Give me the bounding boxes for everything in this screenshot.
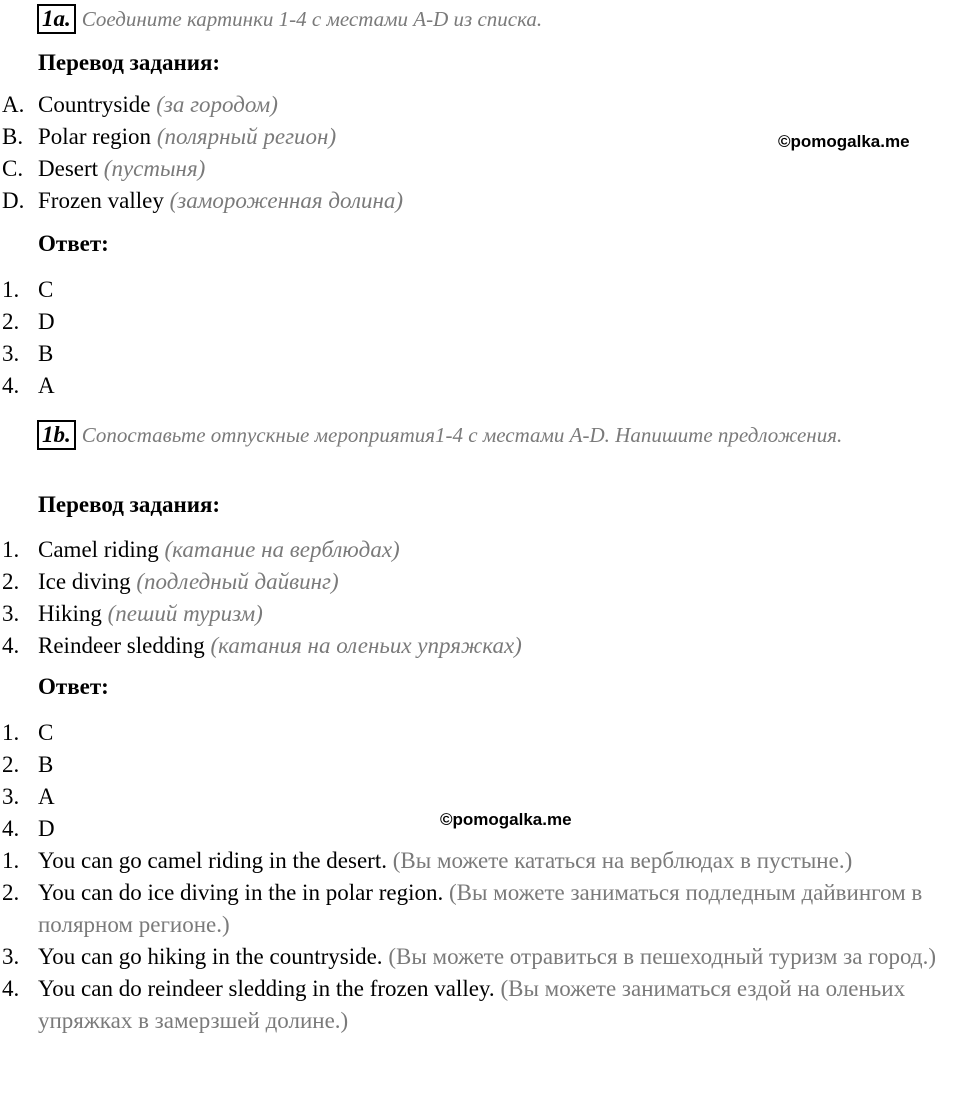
list-marker: B. xyxy=(2,124,24,149)
list-item xyxy=(0,153,403,185)
item-translation: (подледный дайвинг) xyxy=(136,569,339,594)
list-item xyxy=(0,89,403,121)
answer-text: C xyxy=(38,720,54,745)
list-marker: 4. xyxy=(2,633,20,658)
list-item xyxy=(0,185,403,217)
list-item xyxy=(0,274,55,306)
item-text: Frozen valley xyxy=(38,188,164,213)
list-marker: 2. xyxy=(2,880,20,905)
sentence-translation: (Вы можете заниматься ездой на оленьих упряжках в замерзшей долине.) xyxy=(38,976,906,1033)
task-number-badge: 1b. xyxy=(37,420,76,450)
list-marker: 3. xyxy=(2,601,20,626)
sentence-translation: (Вы можете отравиться в пешеходный туризм за город.) xyxy=(388,944,936,969)
item-translation: (замороженная долина) xyxy=(169,188,404,213)
sentences-list xyxy=(0,845,960,1037)
item-text: Countryside xyxy=(38,92,151,117)
task-instruction: Сопоставьте отпускные мероприятия1-4 с местами A-D. Напишите предложения. xyxy=(81,423,843,447)
watermark: ©pomogalka.me xyxy=(440,810,572,829)
list-marker: 1. xyxy=(2,848,20,873)
item-text: Camel riding xyxy=(38,537,159,562)
list-item xyxy=(0,813,55,845)
list-item xyxy=(0,749,55,781)
item-translation: (полярный регион) xyxy=(156,124,337,149)
task-number-badge: 1a. xyxy=(37,4,76,34)
list-item xyxy=(0,845,960,877)
list-marker: 3. xyxy=(2,944,20,969)
list-item xyxy=(0,630,522,662)
list-marker: 4. xyxy=(2,976,20,1001)
list-item xyxy=(0,534,522,566)
sentence-text: You can go camel riding in the desert. xyxy=(38,848,387,873)
watermark: ©pomogalka.me xyxy=(778,132,910,151)
item-text: Hiking xyxy=(38,601,102,626)
item-translation: (за городом) xyxy=(156,92,278,117)
answers-list xyxy=(0,717,55,845)
translation-heading: Перевод задания: xyxy=(38,492,221,517)
item-text: Ice diving xyxy=(38,569,131,594)
item-translation: (катание на верблюдах) xyxy=(164,537,400,562)
sentence-translation: (Вы можете кататься на верблюдах в пустыне.) xyxy=(392,848,853,873)
list-item xyxy=(0,717,55,749)
task-1b-header xyxy=(37,420,852,450)
list-item xyxy=(0,973,960,1037)
answer-text: A xyxy=(38,784,55,809)
list-marker: 3. xyxy=(2,784,20,809)
list-item xyxy=(0,121,403,153)
list-marker: 2. xyxy=(2,309,20,334)
list-item xyxy=(0,338,55,370)
item-text: Polar region xyxy=(38,124,152,149)
list-marker: 1. xyxy=(2,720,20,745)
answer-text: D xyxy=(38,816,55,841)
answer-text: D xyxy=(38,309,55,334)
item-translation: (пеший туризм) xyxy=(107,601,263,626)
list-marker: 2. xyxy=(2,752,20,777)
answer-text: A xyxy=(38,373,55,398)
sentence-text: You can do ice diving in the in polar region. xyxy=(38,880,444,905)
answers-list xyxy=(0,274,55,402)
item-text: Desert xyxy=(38,156,99,181)
list-item xyxy=(0,598,522,630)
list-marker: 3. xyxy=(2,341,20,366)
list-marker: C. xyxy=(2,156,24,181)
sentence-text: You can go hiking in the countryside. xyxy=(38,944,383,969)
sentence-text: You can do reindeer sledding in the frozen valley. xyxy=(38,976,495,1001)
list-item xyxy=(0,306,55,338)
places-list xyxy=(0,89,403,217)
list-marker: 4. xyxy=(2,373,20,398)
answer-heading: Ответ: xyxy=(38,674,109,699)
answer-text: B xyxy=(38,752,54,777)
list-item xyxy=(0,877,960,941)
list-marker: D. xyxy=(2,188,25,213)
list-item xyxy=(0,370,55,402)
item-translation: (пустыня) xyxy=(103,156,206,181)
translation-heading: Перевод задания: xyxy=(38,50,221,75)
item-text: Reindeer sledding xyxy=(38,633,205,658)
list-item xyxy=(0,781,55,813)
answer-text: B xyxy=(38,341,54,366)
list-marker: 1. xyxy=(2,537,20,562)
list-marker: 1. xyxy=(2,277,20,302)
task-instruction: Соедините картинки 1-4 с местами A-D из списка. xyxy=(81,7,543,31)
item-translation: (катания на оленьих упряжках) xyxy=(210,633,522,658)
list-item xyxy=(0,566,522,598)
list-marker: 4. xyxy=(2,816,20,841)
list-item xyxy=(0,941,960,973)
answer-text: C xyxy=(38,277,54,302)
sentence-translation: (Вы можете заниматься подледным дайвингом в полярном регионе.) xyxy=(38,880,923,937)
activities-list xyxy=(0,534,522,662)
list-marker: 2. xyxy=(2,569,20,594)
answer-heading: Ответ: xyxy=(38,231,109,256)
task-1a-header xyxy=(37,4,542,34)
list-marker: A. xyxy=(2,92,25,117)
